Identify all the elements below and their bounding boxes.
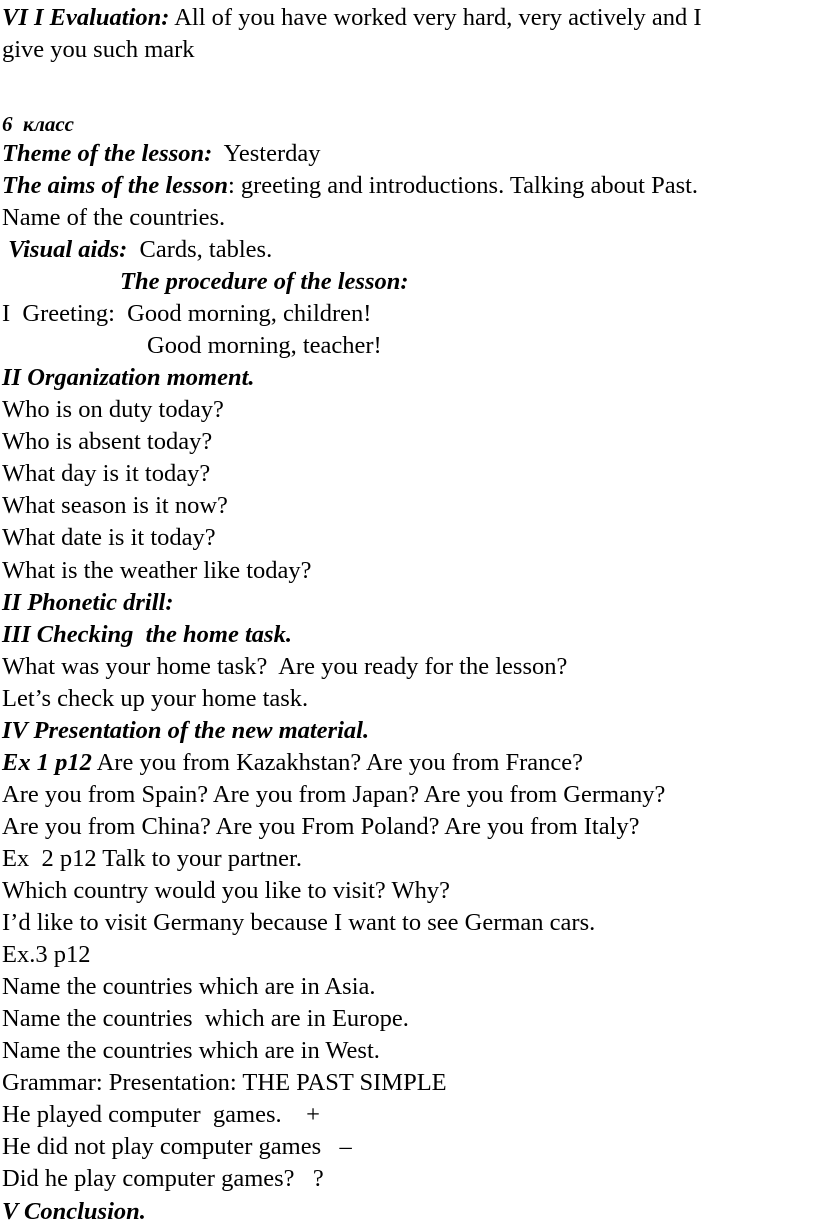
ex1-line <box>2 747 583 779</box>
greeting-line-2: Good morning, teacher! <box>147 332 382 359</box>
procedure-title: The procedure of the lesson: <box>120 268 409 295</box>
organization-question: What is the weather like today? <box>2 557 312 584</box>
ex2-line: Ex 2 p12 Talk to your partner. <box>2 845 302 872</box>
organization-question: Who is absent today? <box>2 428 213 455</box>
home-task-heading: III Checking the home task. <box>2 621 292 648</box>
evaluation-line-1 <box>2 2 701 34</box>
conclusion-heading: V Conclusion. <box>2 1198 146 1225</box>
aims-label: The aims of the lesson <box>2 172 228 199</box>
organization-question: What day is it today? <box>2 460 211 487</box>
aims-line-1 <box>2 170 698 202</box>
organization-question: What date is it today? <box>2 524 216 551</box>
theme-line <box>2 138 321 170</box>
presentation-heading: IV Presentation of the new material. <box>2 717 370 744</box>
ex3-europe: Name the countries which are in Europe. <box>2 1005 409 1032</box>
home-task-line-1: What was your home task? Are you ready for the lesson? <box>2 653 568 680</box>
greeting-line-1: I Greeting: Good morning, children! <box>2 300 372 327</box>
ex2-question: Which country would you like to visit? Why? <box>2 877 450 904</box>
ex1-line-2: Are you from Spain? Are you from Japan? Are you from Germany? <box>2 781 666 808</box>
ex1-label: Ex 1 p12 <box>2 749 92 776</box>
home-task-line-2: Let’s check up your home task. <box>2 685 309 712</box>
aims-text: : greeting and introductions. Talking about Past. <box>227 172 699 199</box>
visual-aids-value: Cards, tables. <box>127 236 273 263</box>
ex3-line: Ex.3 p12 <box>2 941 91 968</box>
evaluation-line-2: give you such mark <box>2 36 195 63</box>
ex1-line-3: Are you from China? Are you From Poland? Are you from Italy? <box>2 813 640 840</box>
visual-aids-label: Visual aids: <box>2 236 128 263</box>
organization-question: Who is on duty today? <box>2 396 224 423</box>
theme-value: Yesterday <box>212 140 321 167</box>
aims-line-2: Name of the countries. <box>2 204 226 231</box>
ex3-west: Name the countries which are in West. <box>2 1037 380 1064</box>
organization-question: What season is it now? <box>2 492 228 519</box>
grammar-question: Did he play computer games? ? <box>2 1165 324 1192</box>
organization-heading: II Organization moment. <box>2 364 255 391</box>
grammar-negative: He did not play computer games – <box>2 1133 352 1160</box>
theme-label: Theme of the lesson: <box>2 140 213 167</box>
ex2-answer: I’d like to visit Germany because I want to see German cars. <box>2 909 596 936</box>
grade-label: 6 класс <box>2 112 74 136</box>
evaluation-label: VI I Evaluation: <box>2 4 170 31</box>
visual-aids-line <box>2 234 272 266</box>
grammar-line: Grammar: Presentation: THE PAST SIMPLE <box>2 1069 447 1096</box>
evaluation-text: All of you have worked very hard, very actively and I <box>169 4 702 31</box>
phonetic-heading: II Phonetic drill: <box>2 589 174 616</box>
ex1-text: Are you from Kazakhstan? Are you from France? <box>91 749 584 776</box>
ex3-asia: Name the countries which are in Asia. <box>2 973 376 1000</box>
grammar-positive: He played computer games. + <box>2 1101 320 1128</box>
